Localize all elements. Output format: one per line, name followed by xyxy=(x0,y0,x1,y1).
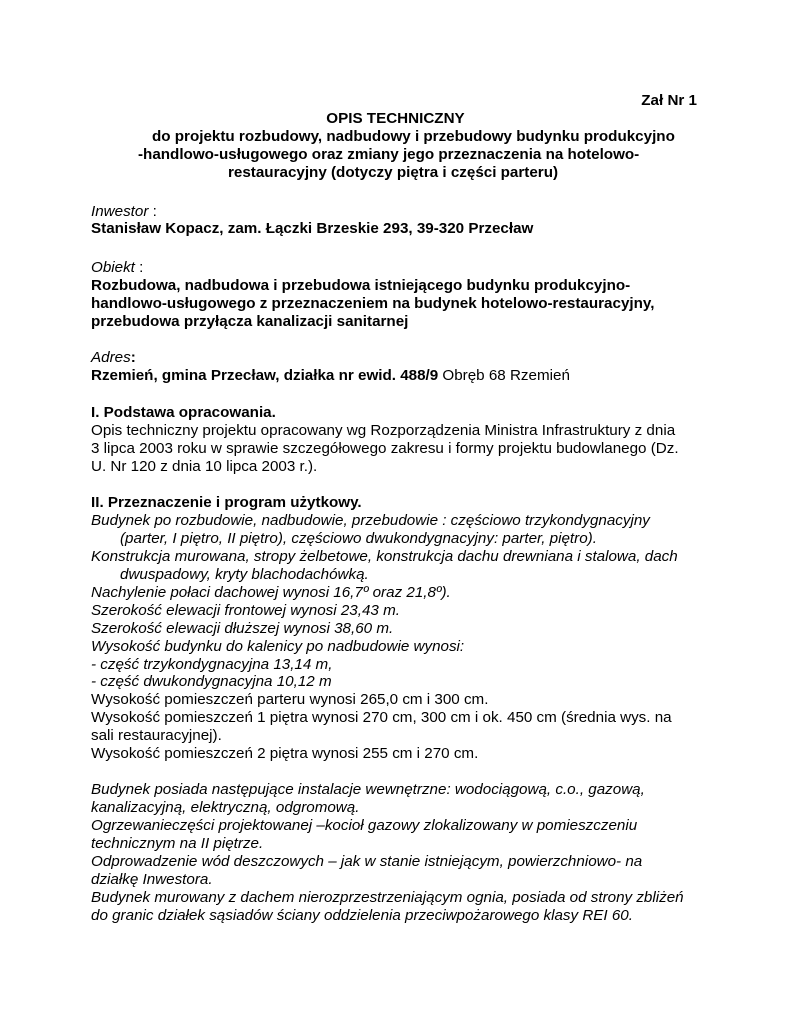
subtitle-line-1: do projektu rozbudowy, nadbudowy i przebudowy budynku produkcyjno xyxy=(152,128,675,145)
subtitle-line-3: restauracyjny (dotyczy piętra i części parteru) xyxy=(228,164,559,181)
install-line-5: Odprowadzenie wód deszczowych – jak w stanie istniejącym, powierzchniowo- na xyxy=(91,853,643,870)
install-line-3: Ogrzewanieczęści projektowanej –kocioł gazowy zlokalizowany w pomieszczeniu xyxy=(91,817,638,834)
object-line-2: handlowo-usługowego z przeznaczeniem na budynek hotelowo-restauracyjny, xyxy=(91,295,655,312)
section1-line-1: Opis techniczny projektu opracowany wg Rozporządzenia Ministra Infrastruktury z dnia xyxy=(91,422,676,439)
object-line-1: Rozbudowa, nadbudowa i przebudowa istniejącego budynku produkcyjno- xyxy=(91,277,631,294)
investor-label-suffix: : xyxy=(148,203,157,220)
section2-line-1: Budynek po rozbudowie, nadbudowie, przebudowie : częściowo trzykondygnacyjny xyxy=(91,512,650,529)
document-title: OPIS TECHNICZNY xyxy=(326,110,465,127)
section2-heading: II. Przeznaczenie i program użytkowy. xyxy=(91,494,362,511)
subtitle-line-2: -handlowo-usługowego oraz zmiany jego przeznaczenia na hotelowo- xyxy=(138,146,640,163)
address-value-bold: Rzemień, gmina Przecław, działka nr ewid. 488/9 xyxy=(91,367,439,384)
section2-line-7: Szerokość elewacji dłuższej wynosi 38,60 m. xyxy=(91,620,394,637)
section2-line-2: (parter, I piętro, II piętro), częściowo dwukondygnacyjny: parter, piętro). xyxy=(120,530,597,547)
investor-value: Stanisław Kopacz, zam. Łączki Brzeskie 293, 39-320 Przecław xyxy=(91,220,534,237)
address-label-row xyxy=(91,349,136,367)
section2-line-6: Szerokość elewacji frontowej wynosi 23,43 m. xyxy=(91,602,400,619)
investor-label-row xyxy=(91,203,157,221)
section2-line-9: - część trzykondygnacyjna 13,14 m, xyxy=(91,656,333,673)
attachment-number: Zał Nr 1 xyxy=(641,92,697,109)
section2-line-13: sali restauracyjnej). xyxy=(91,727,222,744)
object-label-suffix: : xyxy=(134,259,144,276)
object-line-3: przebudowa przyłącza kanalizacji sanitarnej xyxy=(91,313,409,330)
object-label: Obiekt xyxy=(91,259,135,276)
section2-line-10: - część dwukondygnacyjna 10,12 m xyxy=(91,673,332,690)
install-line-4: technicznym na II piętrze. xyxy=(91,835,264,852)
section2-line-5: Nachylenie połaci dachowej wynosi 16,7º oraz 21,8º). xyxy=(91,584,451,601)
install-line-1: Budynek posiada następujące instalacje wewnętrzne: wodociągową, c.o., gazową, xyxy=(91,781,645,798)
address-label-suffix: : xyxy=(130,349,136,366)
object-label-row xyxy=(91,259,143,277)
section2-line-11: Wysokość pomieszczeń parteru wynosi 265,0 cm i 300 cm. xyxy=(91,691,489,708)
section2-line-3: Konstrukcja murowana, stropy żelbetowe, konstrukcja dachu drewniana i stalowa, dach xyxy=(91,548,678,565)
address-value-normal: Obręb 68 Rzemień xyxy=(438,367,570,384)
investor-label: Inwestor xyxy=(91,203,149,220)
install-line-7: Budynek murowany z dachem nierozprzestrzeniającym ognia, posiada od strony zbliżeń xyxy=(91,889,684,906)
address-value-row xyxy=(91,367,570,385)
section2-line-4: dwuspadowy, kryty blachodachówką. xyxy=(120,566,369,583)
section2-line-8: Wysokość budynku do kalenicy po nadbudowie wynosi: xyxy=(91,638,465,655)
section1-line-2: 3 lipca 2003 roku w sprawie szczegółowego zakresu i formy projektu budowlanego (Dz. xyxy=(91,440,679,457)
section2-line-14: Wysokość pomieszczeń 2 piętra wynosi 255 cm i 270 cm. xyxy=(91,745,479,762)
install-line-6: działkę Inwestora. xyxy=(91,871,213,888)
install-line-2: kanalizacyjną, elektryczną, odgromową. xyxy=(91,799,360,816)
address-label: Adres xyxy=(91,349,131,366)
section2-line-12: Wysokość pomieszczeń 1 piętra wynosi 270 cm, 300 cm i ok. 450 cm (średnia wys. na xyxy=(91,709,672,726)
install-line-8: do granic działek sąsiadów ściany oddzielenia przeciwpożarowego klasy REI 60. xyxy=(91,907,633,924)
section1-line-3: U. Nr 120 z dnia 10 lipca 2003 r.). xyxy=(91,458,318,475)
section1-heading: I. Podstawa opracowania. xyxy=(91,404,276,421)
